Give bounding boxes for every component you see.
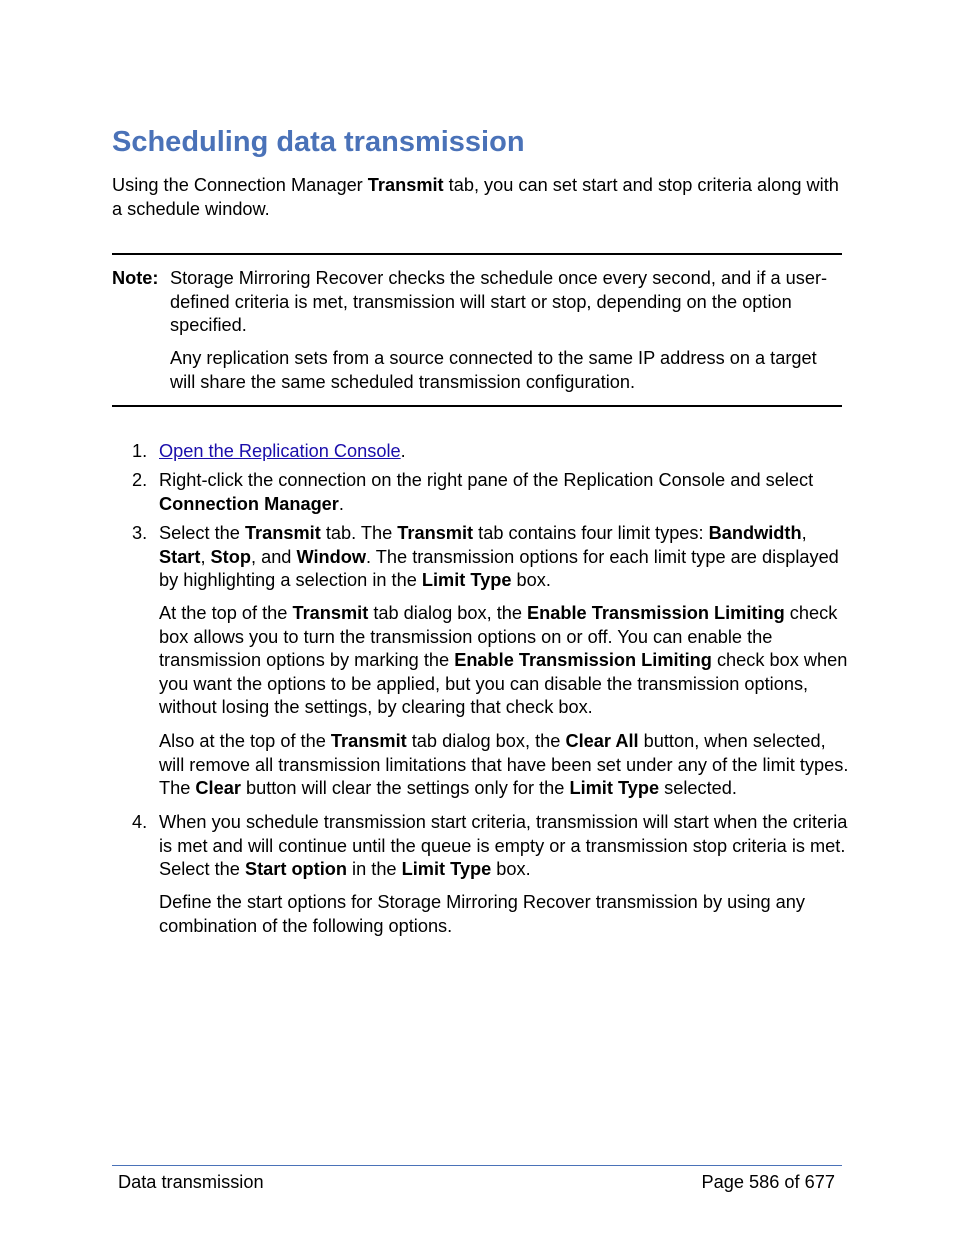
note-label: Note:	[112, 268, 159, 288]
step-4-paragraph-2: Define the start options for Storage Mirroring Recover transmission by using any combination of the following options.	[159, 892, 805, 936]
step-number: 2.	[132, 470, 148, 490]
open-replication-console-link[interactable]: Open the Replication Console	[159, 441, 401, 461]
footer-section-title: Data transmission	[118, 1172, 264, 1192]
step-2: Right-click the connection on the right pane of the Replication Console and select Connection Manager.	[159, 470, 814, 514]
page-title: Scheduling data transmission	[112, 126, 525, 158]
note-paragraph-2: Any replication sets from a source connected to the same IP address on a target will share the same scheduled transmission configuration.	[170, 348, 817, 392]
step-1: Open the Replication Console.	[159, 441, 406, 461]
note-paragraph: Storage Mirroring Recover checks the schedule once every second, and if a user-defined criteria is met, transmission will start or stop, depending on the option specified.	[170, 268, 828, 335]
footer-rule	[112, 1165, 842, 1166]
step-number: 4.	[132, 812, 148, 832]
note-bottom-rule	[112, 405, 842, 407]
note-top-rule	[112, 253, 842, 255]
step-3-paragraph-2: At the top of the Transmit tab dialog box, the Enable Transmission Limiting check box allows you to turn the transmission options on or off. You can enable the transmission options by marking the Enable Transmission Limiting check box when you want the options to be applied, but you can disable the transmission options, without losing the settings, by clearing that check box.	[159, 603, 848, 717]
step-4-paragraph-1: When you schedule transmission start criteria, transmission will start when the criteria is met and will continue until the queue is empty or a transmission stop criteria is met. Select the Start option in the Limit Type box.	[159, 812, 848, 879]
intro-paragraph: Using the Connection Manager Transmit tab, you can set start and stop criteria along with a schedule window.	[112, 175, 839, 219]
step-number: 3.	[132, 523, 148, 543]
step-number: 1.	[132, 441, 148, 461]
step-3-paragraph-3: Also at the top of the Transmit tab dialog box, the Clear All button, when selected, will remove all transmission limitations that have been set under any of the limit types. The Clear button will clear the settings only for the Limit Type selected.	[159, 731, 849, 798]
step-3-paragraph-1: Select the Transmit tab. The Transmit tab contains four limit types: Bandwidth, Start, Stop, and Window. The transmission options for each limit type are displayed by highlighting a selection in the Limit Type box.	[159, 523, 839, 590]
page-number: Page 586 of 677	[701, 1172, 835, 1192]
